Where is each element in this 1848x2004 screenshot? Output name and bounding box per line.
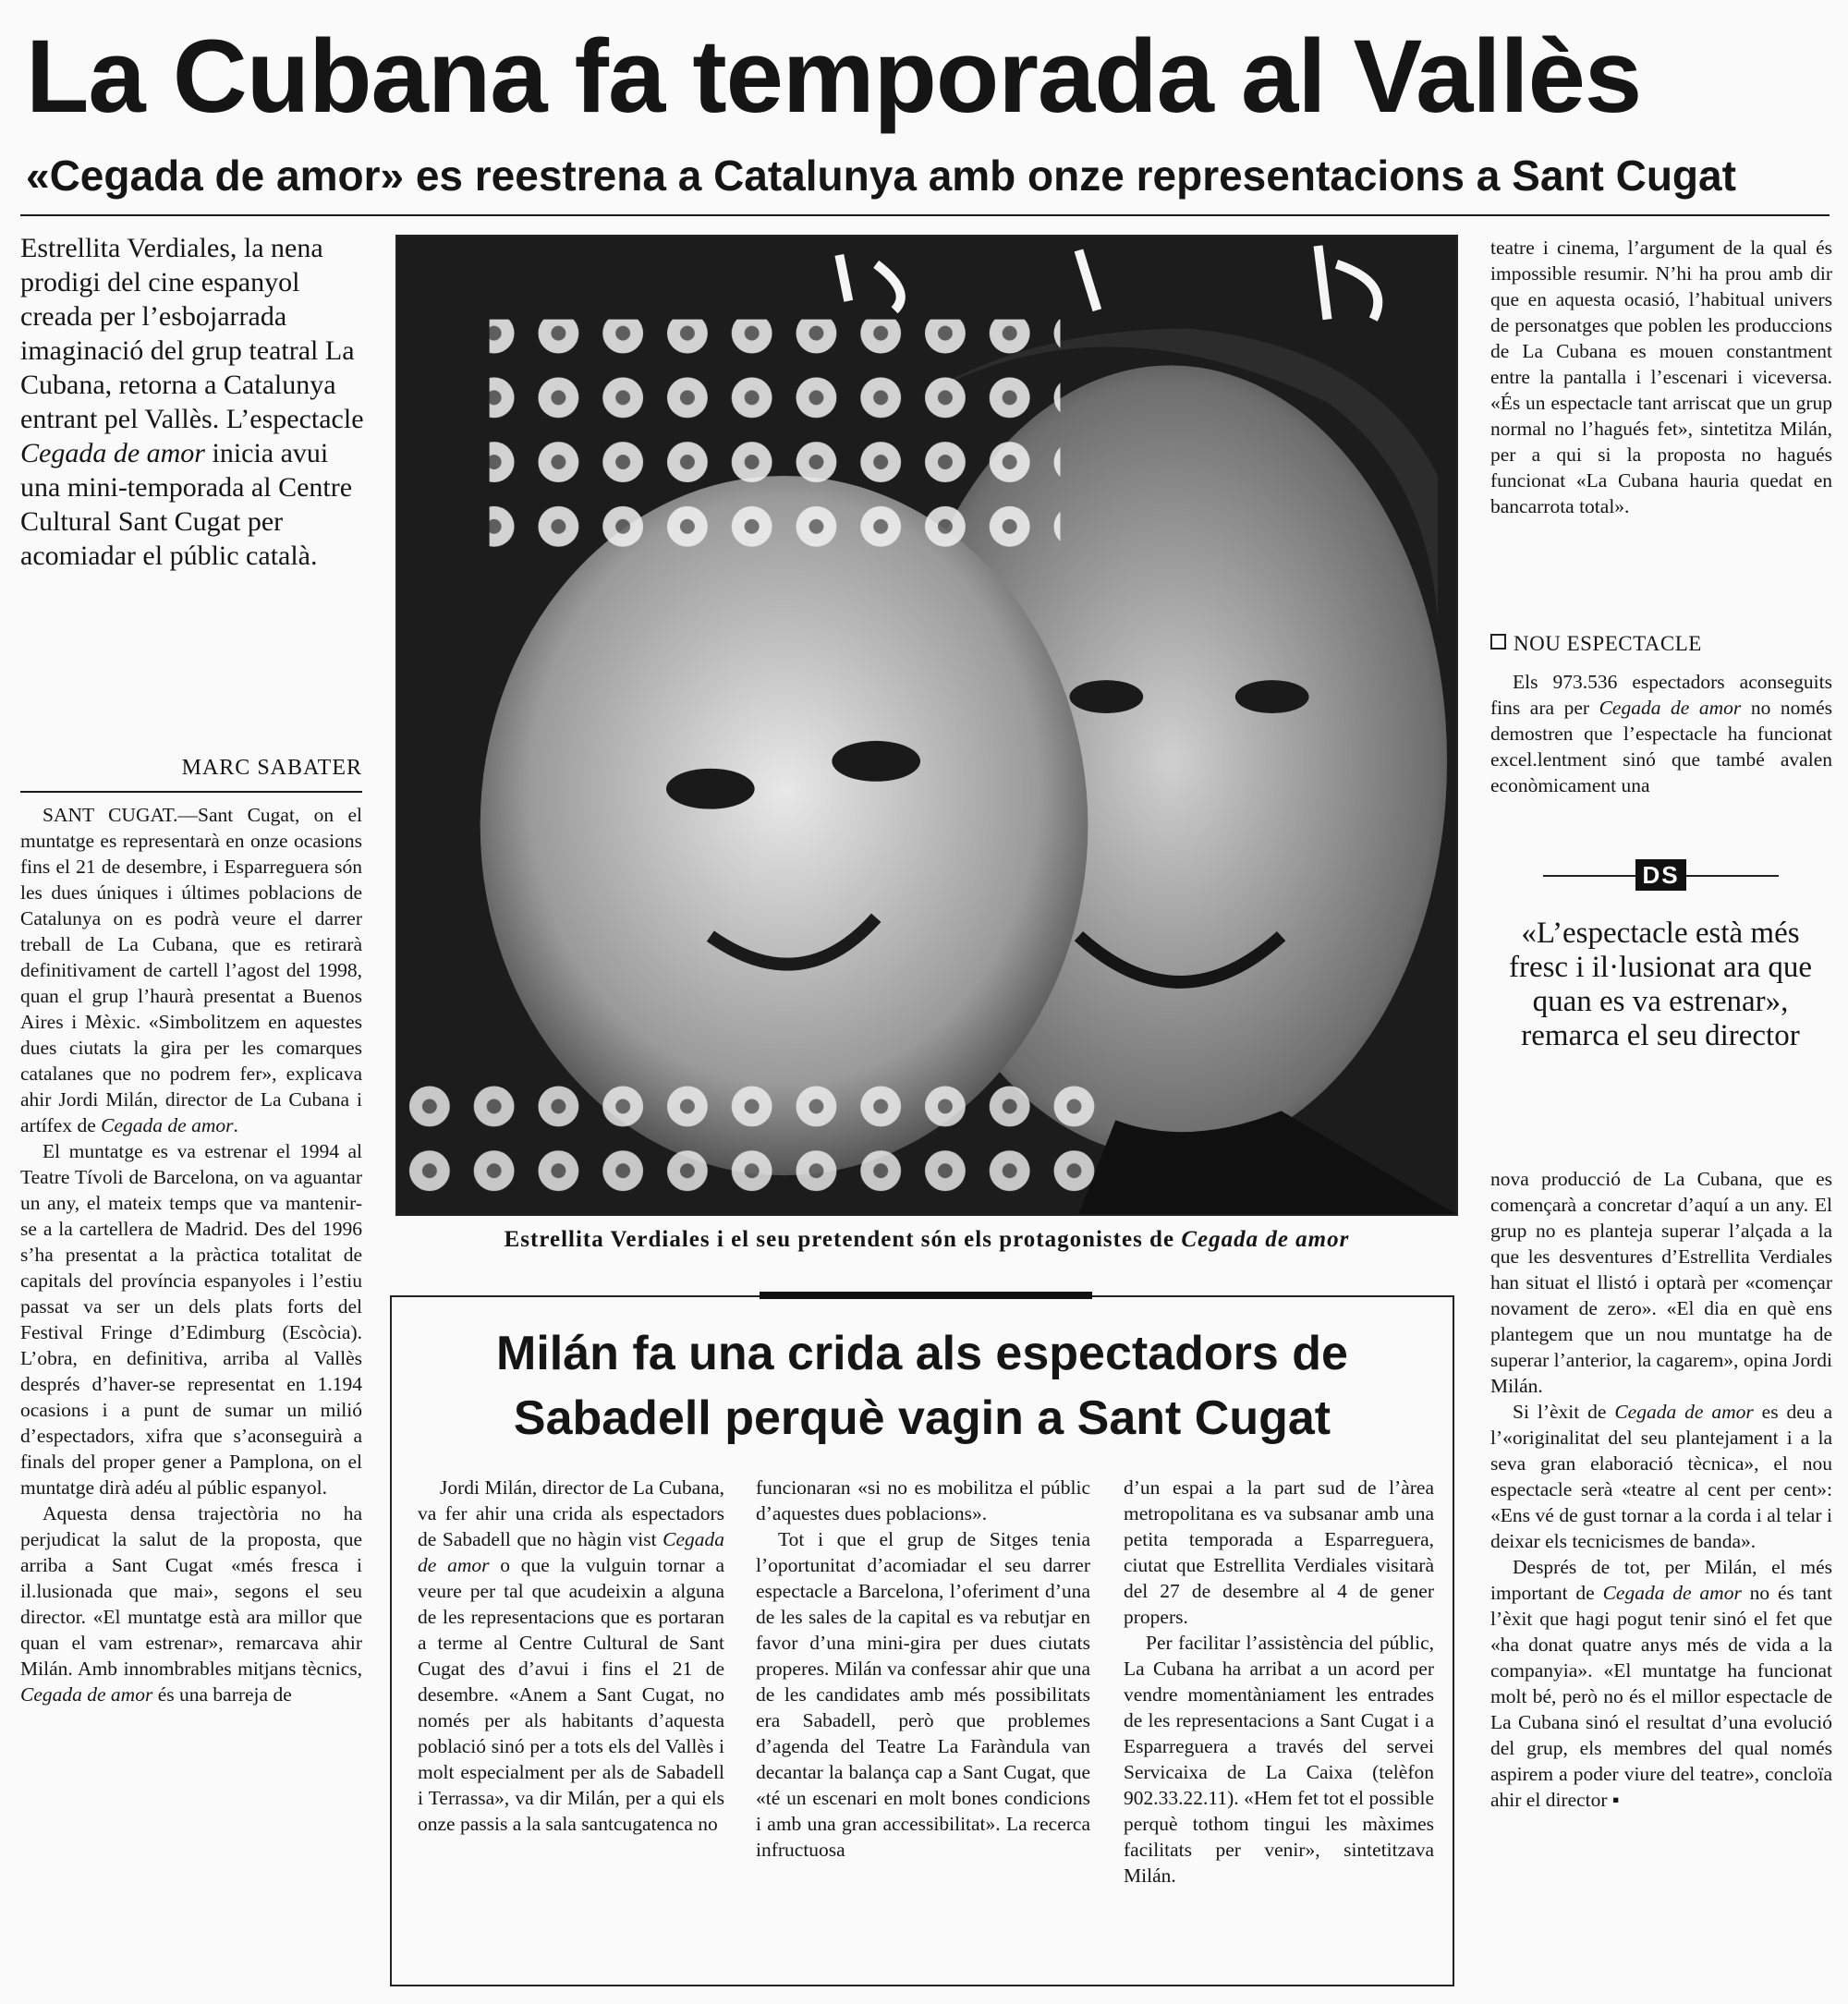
- paragraph: El muntatge es va estrenar el 1994 al Teatre Tívoli de Barcelona, on va aguantar un any, el mateix temps que va mantenir-se a la cartellera de Madrid. Des del 1996 s’ha presentat a la pràctica totalitat de capitals del província espanyoles i l’estiu passat va ser un dels plats forts del Festival Fringe d’Edimburg (Escòcia). L’obra, en definitiva, arriba al Vallès després d’haver-se representat en 1.194 ocasions i a punt de sumar un milió d’espectadors, xifra que s’aconseguirà a finals del proper gener a Pamplona, on el muntatge dirà adéu al públic espanyol.: [20, 1140, 362, 1499]
- paragraph: Després de tot, per Milán, el més important de Cegada de amor no és tant l’èxit que hagi pogut tenir sinó el fet que «ha donat quatre anys més de vida a la companyia». «El muntatge ha funcionat molt bé, però no és el millor espectacle de La Cubana sinó el resultat d’una evolució del grup, els membres del qual només aspirem a poder viure del teatre», concloïa ahir el director ▪: [1490, 1556, 1832, 1811]
- ds-logo: DS: [1635, 859, 1686, 891]
- italic-title: Cegada de amor: [1614, 1401, 1754, 1423]
- paragraph: Aquesta densa trajectòria no ha perjudicat la salut de la proposta, que arriba a Sant Cugat «més fresca i il.lusionada que mai», segons el seu director. «El muntatge està ara millor que quan el vam estrenar», remarcava ahir Milán. Amb innombrables mitjans tècnics, Cegada de amor és una barreja de: [20, 1502, 362, 1706]
- paragraph: SANT CUGAT.—Sant Cugat, on el muntatge es representarà en onze ocasions fins el 21 de desembre, i Esparreguera són les dues úniques i últimes poblacions de Catalunya on es podrà veure el darrer treball de La Cubana, que es retirarà definitivament de cartell l’agost del 1998, quan el grup l’haurà presentat a Buenos Aires i Mèxic. «Simbolitzem en aquestes dues ciutats la gira per les comarques catalanes que no podrem fer», explicava ahir Jordi Milán, director de La Cubana i artífex de Cegada de amor.: [20, 804, 362, 1136]
- paragraph: Si l’èxit de Cegada de amor es deu a l’«originalitat del seu plantejament i a la seva gran elaboració tècnica», el nou espectacle serà «teatre al cent per cent»: «Ens vé de gust tornar a la corda i al telar i deixar els tecnicismes de banda».: [1490, 1401, 1832, 1552]
- italic-title: Cegada de amor: [101, 1114, 234, 1136]
- section-square-icon: [1490, 634, 1506, 650]
- paragraph: Jordi Milán, director de La Cubana, va fer ahir una crida als espectadors de Sabadell que no hàgin vist Cegada de amor o que la vulguin tornar a veure per tal que acudeixin a alguna de les representacions que es portaran a terme al Centre Cultural de Sant Cugat des d’avui i fins el 21 de desembre. «Anem a Sant Cugat, no només per als habitants d’aquesta població sinó per a tots els del Vallès i molt especialment per als de Sabadell i Terrassa», va dir Milán, per a qui els onze passis a la sala santcugatenca no: [418, 1476, 724, 1835]
- lead-paragraph: Estrellita Verdiales, la nena prodigi del cine espanyol creada per l’esbojarrada imaginació del grup teatral La Cubana, retorna a Catalunya entrant pel Vallès. L’espectacle Cegada de amor inicia avui una mini-temporada al Centre Cultural Sant Cugat per acomiadar el públic català.: [20, 233, 364, 571]
- ds-line-left: [1543, 875, 1635, 877]
- italic-title: Cegada de amor: [1599, 697, 1742, 719]
- paragraph: teatre i cinema, l’argument de la qual és impossible resumir. N’hi ha prou amb dir que en aquesta ocasió, l’habitual univers de personatges que poblen les produccions de La Cubana es mouen constantment entre la pantalla i l’escenari i viceversa. «És un espectacle tant arriscat que un grup normal no l’hagués fet», sintetitza Milán, per a qui si la proposta no hagués funcionat «La Cubana hauria quedat en bancarrota total».: [1490, 237, 1832, 517]
- subtitle: «Cegada de amor» es reestrena a Catalunya amb onze representacions a Sant Cugat: [26, 152, 1736, 200]
- paragraph: Els 973.536 espectadors aconseguits fins ara per Cegada de amor no només demostren que l’espectacle ha funcionat excel.lentment sinó que també avalen econòmicament una: [1490, 671, 1832, 796]
- byline-rule: [20, 791, 362, 793]
- italic-title: Cegada de amor: [20, 438, 205, 468]
- byline: MARC SABATER: [181, 756, 362, 780]
- article-photo: [395, 235, 1458, 1216]
- ds-divider: [1543, 859, 1779, 893]
- sidebar-column-2: [756, 1475, 1090, 1974]
- pull-quote: «L’espectacle està més fresc i il·lusionat ara que quan es va estrenar», remarca el seu director: [1508, 917, 1813, 1052]
- photo-illustration: [397, 237, 1456, 1214]
- right-column-bottom: [1490, 1166, 1832, 1998]
- paragraph: d’un espai a la part sud de l’àrea metropolitana es va subsanar amb una petita temporada a Esparreguera, ciutat que Estrellita Verdiales visitarà del 27 de desembre al 4 de gener propers.: [1124, 1476, 1434, 1628]
- section-title-text: NOU ESPECTACLE: [1514, 632, 1702, 655]
- paragraph: Per facilitar l’assistència del públic, La Cubana ha arribat a un acord per vendre momentàniament les entrades de les representacions a Sant Cugat i a Esparreguera a través del servei Servicaixa de La Caixa (telèfon 902.33.22.11). «Hem fet tot el possible perquè tothom tingui les màximes facilitats per venir», sintetitzava Milán.: [1124, 1632, 1434, 1887]
- paragraph: Tot i que el grup de Sitges tenia l’oportunitat d’acomiadar el seu darrer espectacle a Barcelona, l’oferiment d’una de les sales de la capital es va rebutjar en favor d’una mini-gira per dues ciutats properes. Milán va confessar ahir que una de les candidates amb més possibilitats era Sabadell, però que problemes d’agenda del Teatre La Faràndula van decantar la balança cap a Sant Cugat, que «té un escenari en molt bones condicions i amb una gran accessibilitat». La recerca infructuosa: [756, 1528, 1090, 1861]
- italic-title: Cegada de amor: [418, 1528, 724, 1576]
- sidebar-column-1: [418, 1475, 724, 1974]
- italic-title: Cegada de amor: [20, 1683, 153, 1706]
- paragraph: funcionaran «si no es mobilitza el públic d’aquestes dues poblacions».: [756, 1476, 1090, 1524]
- sidebar-box-top-bar: [760, 1292, 1092, 1299]
- photo-caption: Estrellita Verdiales i el seu pretendent són els protagonistes de Cegada de amor: [504, 1227, 1350, 1252]
- sidebar-headline: Milán fa una crida als espectadors de Sabadell perquè vagin a Sant Cugat: [496, 1327, 1348, 1445]
- headline: La Cubana fa temporada al Vallès: [26, 18, 1642, 134]
- paragraph: nova producció de La Cubana, que es començarà a concretar d’aquí a un any. El grup no es planteja superar l’alçada a la que les desventures d’Estrellita Verdiales han situat el llistó i optarà per «començar novament de zero». «El dia en què ens plantegem que un nou muntatge ha de superar l’anterior, la cagarem», opina Jordi Milán.: [1490, 1168, 1832, 1397]
- ds-line-right: [1686, 875, 1779, 877]
- italic-title: Cegada de amor: [1602, 1582, 1742, 1604]
- left-column: [20, 802, 362, 1994]
- italic-title: Cegada de amor: [1181, 1227, 1350, 1252]
- right-column-top: [1490, 235, 1832, 623]
- right-column-mid: [1490, 669, 1832, 824]
- header-rule: [20, 214, 1830, 216]
- section-title: [1490, 632, 1832, 656]
- sidebar-column-3: [1124, 1475, 1434, 1974]
